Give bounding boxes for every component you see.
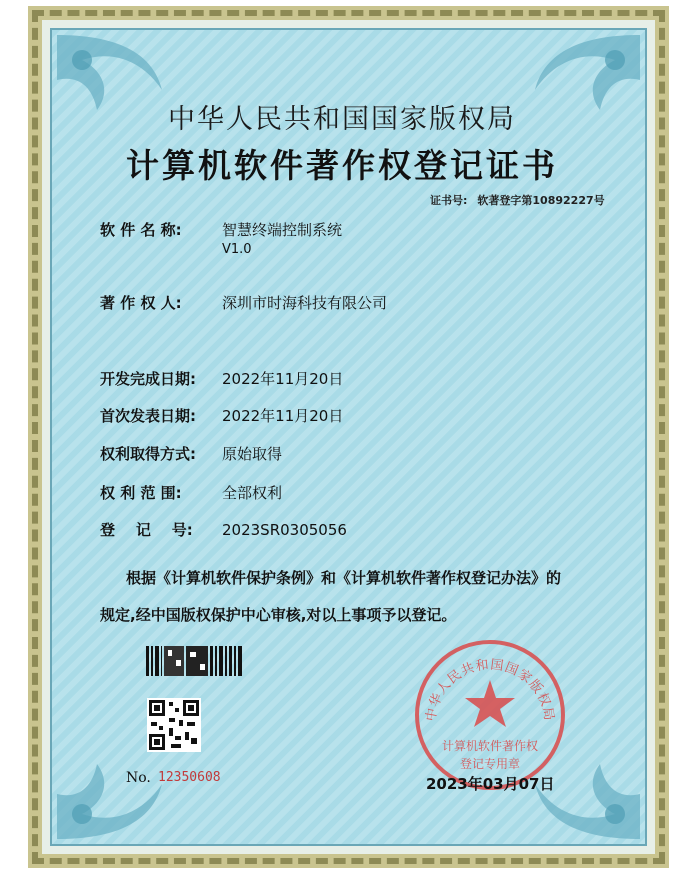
seal-line-1: 计算机软件著作权	[441, 739, 539, 753]
field-value: 2023SR0305056	[222, 521, 347, 539]
cert-number-value: 软著登字第10892227号	[477, 194, 605, 207]
field-software-name	[100, 219, 342, 240]
field-label: 著 作 权 人:	[100, 294, 182, 312]
field-value: 全部权利	[222, 484, 283, 502]
field-registration-number	[100, 519, 347, 540]
field-label: 开发完成日期:	[100, 370, 196, 388]
statement-line-2: 规定,经中国版权保护中心审核,对以上事项予以登记。	[100, 606, 457, 624]
field-value: 2022年11月20日	[222, 407, 344, 425]
field-publication-date	[100, 405, 343, 426]
field-value: 深圳市时海科技有限公司	[222, 294, 388, 312]
issue-date: 2023年03月07日	[426, 775, 555, 793]
field-value: 2022年11月20日	[222, 370, 344, 388]
seal-ring-text: 中华人民共和国国家版权局	[423, 657, 557, 723]
field-value: 智慧终端控制系统	[222, 221, 343, 239]
seal-line-2: 登记专用章	[459, 757, 521, 771]
field-rights-scope	[100, 482, 282, 503]
field-label: 首次发表日期:	[100, 407, 196, 425]
field-acquisition-method	[100, 443, 282, 464]
authority-title: 中华人民共和国国家版权局	[168, 104, 516, 135]
official-seal-icon	[413, 638, 567, 792]
qr-code-icon	[147, 698, 201, 752]
serial-number: 12350608	[158, 770, 221, 785]
field-copyright-owner	[100, 292, 387, 313]
field-completion-date	[100, 368, 343, 389]
software-version: V1.0	[222, 242, 252, 257]
field-label: 权 利 范 围:	[100, 484, 182, 502]
field-label: 软 件 名 称:	[100, 221, 182, 239]
field-label: 权利取得方式:	[100, 445, 196, 463]
serial-label: No.	[126, 770, 151, 786]
field-value: 原始取得	[222, 445, 283, 463]
certificate-title: 计算机软件著作权登记证书	[126, 146, 558, 185]
statement-line-1: 根据《计算机软件保护条例》和《计算机软件著作权登记办法》的	[126, 569, 562, 587]
cert-number-label: 证书号:	[430, 194, 468, 207]
cert-number	[430, 192, 605, 208]
barcode-icon	[146, 646, 242, 676]
field-label: 登 记 号:	[100, 521, 193, 539]
